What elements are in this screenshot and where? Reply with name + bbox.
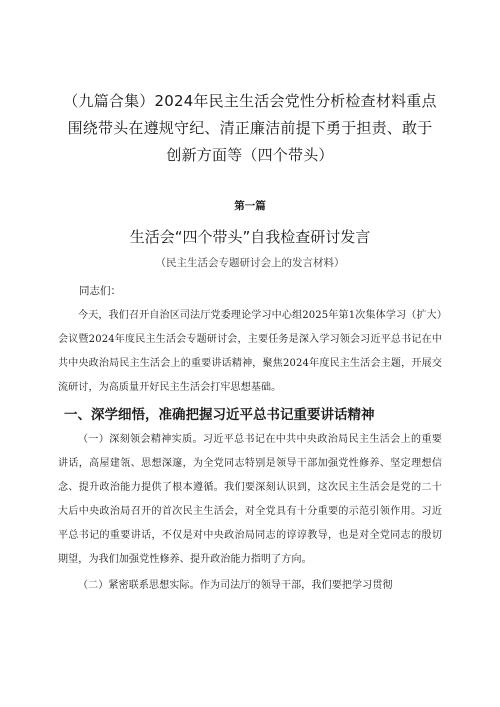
- document-title-line-3: 创新方面等（四个带头）: [166, 146, 334, 164]
- paragraph-1: （一）深刻领会精神实质。习近平总书记在中共中央政治局民主生活会上的重要讲话，高屋建瓴、思想深邃，为全党同志特别是领导干部加强党性修养、坚定理想信念、提升政治能力提供了根本遵循。我们要深刻认识到，这次民主生活会是党的二十大后中央政治局召开的首次民主生活会，对全党具有十分重要的示范引领作用。习近平总书记的重要讲话，不仅是对中央政治局同志的谆谆教导，也是对全党同志的殷切期望，为我们加强党性修养、提升政治能力指明了方向。: [58, 434, 442, 565]
- speech-title: 生活会“四个带头”自我检查研讨发言: [129, 228, 371, 246]
- document-title-line-2: 围绕带头在遵规守纪、清正廉洁前提下勇于担责、敢于: [67, 119, 433, 137]
- document-title: [58, 88, 442, 169]
- section-heading-1: 一、深学细悟，准确把握习近平总书记重要讲话精神: [64, 407, 375, 423]
- document-title-line-1: （九篇合集）2024年民主生活会党性分析检查材料重点: [63, 92, 437, 110]
- section-marker: 第一篇: [234, 200, 266, 212]
- salutation: 同志们：: [79, 285, 121, 297]
- paragraph-2: （二）紧密联系思想实际。作为司法厅的领导干部，我们要把学习贯彻: [78, 580, 393, 591]
- intro-paragraph: 今天，我们召开自治区司法厅党委理论学习中心组2025年第1次集体学习（扩大）会议暨2024年度民主生活会专题研讨会，主要任务是深入学习领会习近平总书记在中共中央政治局民主生活会上的重要讲话精神，聚焦2024年度民主生活会主题，开展交流研讨，为高质量开好民主生活会打牢思想基础。: [58, 310, 442, 393]
- speech-subtitle: （民主生活会专题研讨会上的发言材料）: [155, 257, 345, 269]
